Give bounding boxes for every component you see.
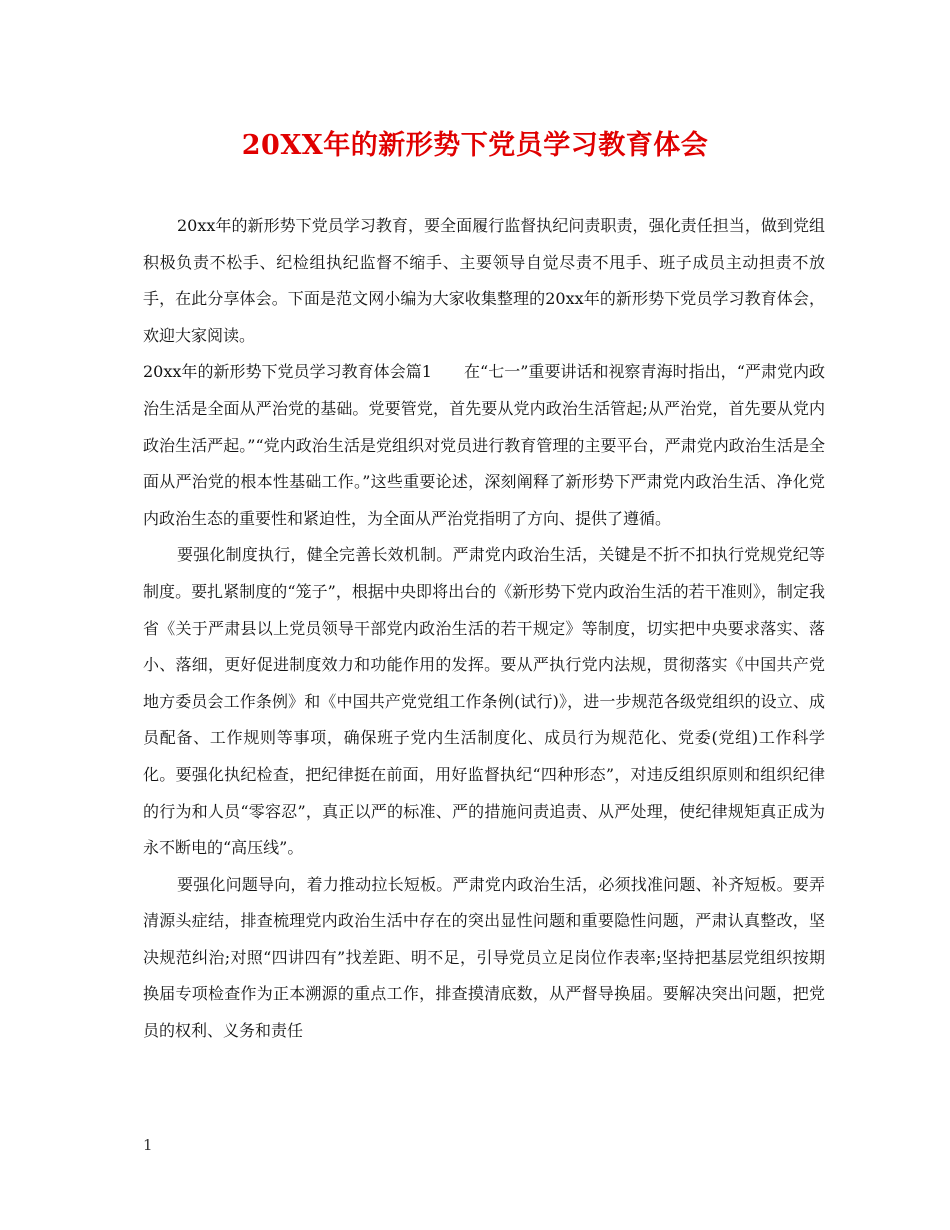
- institution-paragraph: 要强化制度执行，健全完善长效机制。严肃党内政治生活，关键是不折不扣执行党规党纪等制度。要扎紧制度的“笼子”，根据中央即将出台的《新形势下党内政治生活的若干准则》，制定我省《关于严肃县以上党员领导干部党内政治生活的若干规定》等制度，切实把中央要求落实、落小、落细，更好促进制度效力和功能作用的发挥。要从严执行党内法规，贯彻落实《中国共产党地方委员会工作条例》和《中国共产党党组工作条例(试行)》，进一步规范各级党组织的设立、成员配备、工作规则等事项，确保班子党内生活制度化、成员行为规范化、党委(党组)工作科学化。要强化执纪检查，把纪律挺在前面，用好监督执纪“四种形态”，对违反组织原则和组织纪律的行为和人员“零容忍”，真正以严的标准、严的措施问责追责、从严处理，使纪律规矩真正成为永不断电的“高压线”。: [143, 545, 825, 858]
- intro-paragraph: 20xx年的新形势下党员学习教育，要全面履行监督执纪问责职责，强化责任担当，做到党组积极负责不松手、纪检组执纪监督不缩手、主要领导自觉尽责不甩手、班子成员主动担责不放手，在此分享体会。下面是范文网小编为大家收集整理的20xx年的新形势下党员学习教育体会，欢迎大家阅读。: [143, 216, 825, 345]
- problem-orientation-paragraph: 要强化问题导向，着力推动拉长短板。严肃党内政治生活，必须找准问题、补齐短板。要弄清源头症结，排查梳理党内政治生活中存在的突出显性问题和重要隐性问题，严肃认真整改，坚决规范纠治;对照“四讲四有”找差距、明不足，引导党员立足岗位作表率;坚持把基层党组织按期换届专项检查作为正本溯源的重点工作，排查摸清底数，从严督导换届。要解决突出问题，把党员的权利、义务和责任: [143, 874, 825, 1041]
- document-body: [143, 208, 825, 1050]
- section-1-paragraph: 20xx年的新形势下党员学习教育体会篇1 在“七一”重要讲话和视察青海时指出，“严肃党内政治生活是全面从严治党的基础。党要管党，首先要从党内政治生活管起;从严治党，首先要从党内政治生活严起。”“党内政治生活是党组织对党员进行教育管理的主要平台，严肃党内政治生活是全面从严治党的根本性基础工作。”这些重要论述，深刻阐释了新形势下严肃党内政治生活、净化党内政治生态的重要性和紧迫性，为全面从严治党指明了方向、提供了遵循。: [143, 362, 825, 528]
- page-number: 1: [143, 1136, 153, 1154]
- document-title: 20XX年的新形势下党员学习教育体会: [241, 130, 709, 161]
